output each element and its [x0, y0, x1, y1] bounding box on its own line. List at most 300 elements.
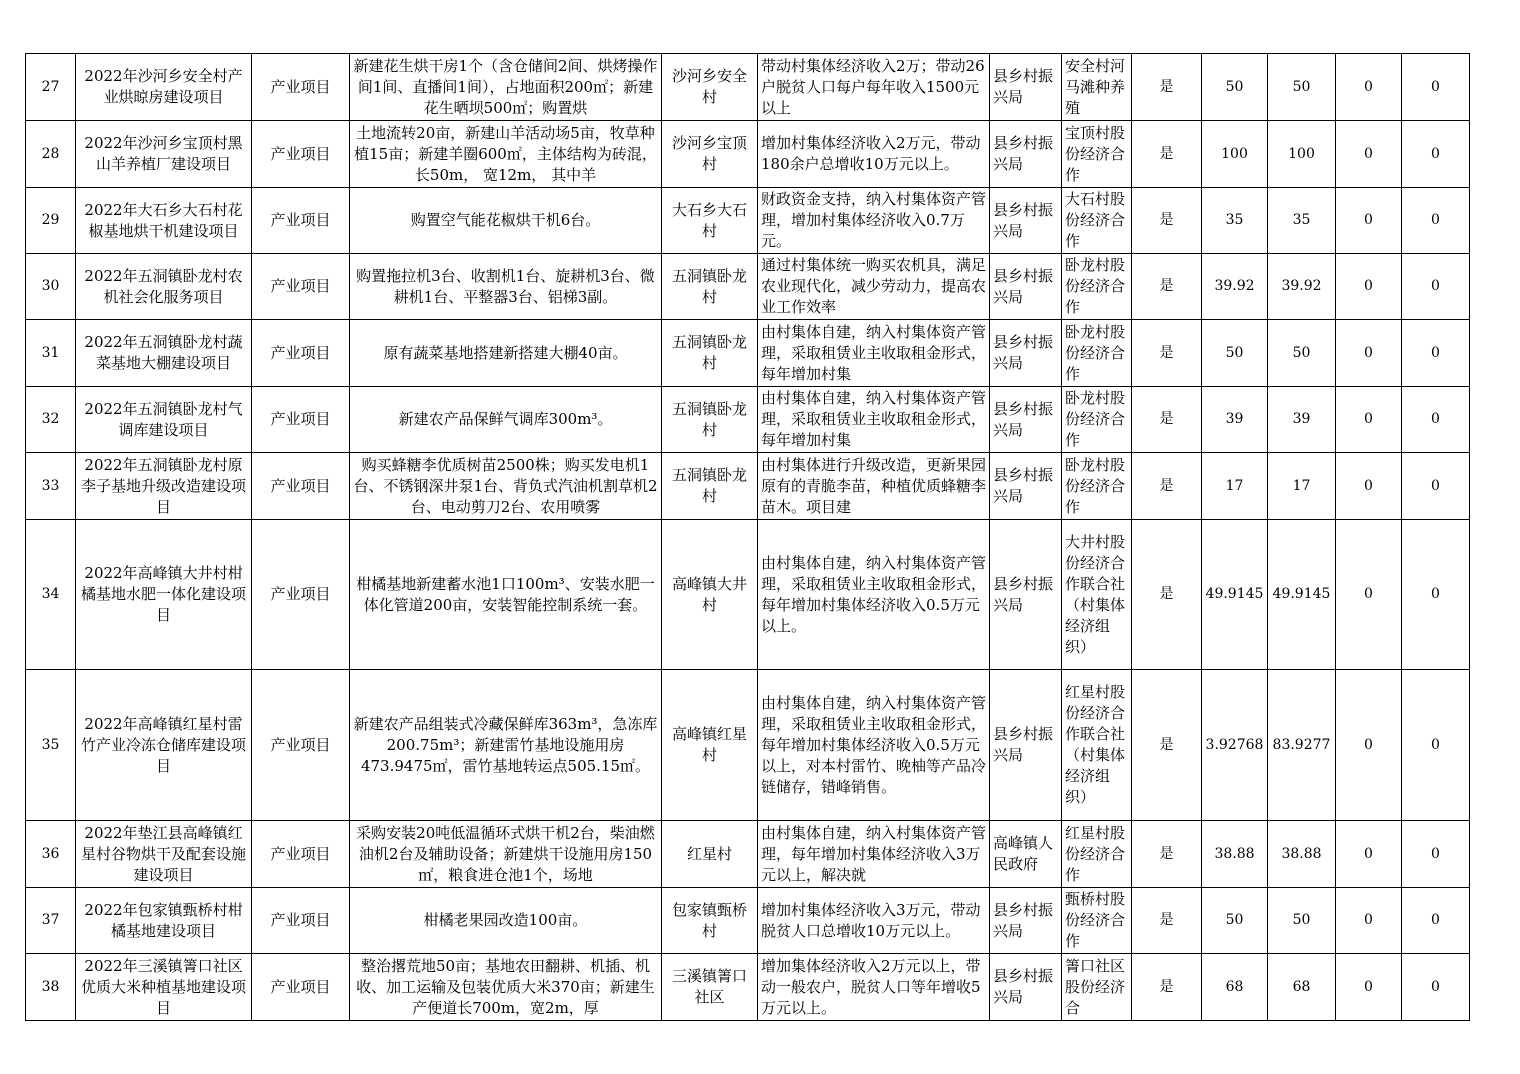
cell-number-text: 27	[41, 78, 60, 95]
table-row	[26, 254, 1470, 320]
cell-zero-b-text: 0	[1431, 586, 1440, 602]
cell-zero-b-text: 0	[1431, 145, 1440, 162]
cell-fund-amount-text: 38.88	[1281, 845, 1322, 862]
cell-owner-text: 大石村股份经济合作	[1065, 190, 1126, 250]
cell-fund-amount	[1268, 888, 1336, 954]
cell-flag	[1132, 670, 1202, 821]
cell-owner	[1062, 254, 1132, 320]
cell-construction-content	[350, 670, 662, 821]
cell-project-name	[76, 520, 252, 670]
cell-zero-b	[1402, 320, 1470, 387]
cell-benefit	[758, 954, 990, 1021]
cell-flag	[1132, 888, 1202, 954]
cell-zero-a-text: 0	[1364, 212, 1373, 228]
cell-construction-content	[350, 520, 662, 670]
cell-amount-text: 68	[1225, 978, 1244, 995]
cell-owner-text: 安全村河马滩种养殖	[1065, 56, 1126, 117]
cell-department	[990, 387, 1062, 453]
cell-location	[662, 453, 758, 520]
cell-owner-text: 卧龙村股份经济合作	[1065, 256, 1126, 316]
cell-construction-content-text: 新建花生烘干房1个（含仓储间2间、烘烤操作间1间、直播间1间），占地面积200㎡；新建花生晒坝500㎡；购置烘	[353, 56, 658, 117]
cell-fund-amount	[1268, 387, 1336, 453]
cell-project-type	[252, 121, 350, 188]
cell-zero-a-text: 0	[1364, 78, 1373, 95]
cell-benefit	[758, 188, 990, 254]
cell-project-type-text: 产业项目	[270, 585, 331, 603]
cell-amount-text: 39	[1225, 411, 1244, 427]
cell-benefit	[758, 121, 990, 188]
cell-project-name	[76, 54, 252, 121]
cell-project-type	[252, 254, 350, 320]
cell-project-type	[252, 387, 350, 453]
cell-fund-amount	[1268, 188, 1336, 254]
cell-location-text: 五洞镇卧龙村	[671, 466, 747, 505]
cell-benefit-text: 财政资金支持，纳入村集体资产管理，增加村集体经济收入0.7万元。	[761, 190, 986, 250]
cell-flag	[1132, 188, 1202, 254]
cell-fund-amount-text: 49.9145	[1272, 586, 1331, 602]
cell-project-name-text: 2022年沙河乡安全村产业烘晾房建设项目	[84, 67, 243, 106]
cell-owner	[1062, 520, 1132, 670]
cell-number-text: 37	[41, 912, 60, 928]
table-row	[26, 453, 1470, 520]
cell-location	[662, 520, 758, 670]
cell-project-type	[252, 520, 350, 670]
cell-construction-content-text: 原有蔬菜基地搭建新搭建大棚40亩。	[383, 343, 628, 362]
cell-construction-content-text: 柑橘基地新建蓄水池1口100m³、安装水肥一体化管道200亩，安装智能控制系统一套。	[356, 574, 655, 614]
cell-owner	[1062, 954, 1132, 1021]
cell-zero-a-text: 0	[1364, 344, 1373, 361]
cell-fund-amount	[1268, 54, 1336, 121]
cell-zero-b-text: 0	[1431, 736, 1440, 753]
cell-owner-text: 箐口社区股份经济合	[1065, 956, 1126, 1017]
cell-flag-text: 是	[1159, 845, 1174, 862]
cell-amount-text: 49.9145	[1205, 586, 1264, 602]
cell-location	[662, 121, 758, 188]
cell-owner-text: 甄桥村股份经济合作	[1065, 890, 1126, 950]
cell-owner-text: 大井村股份经济合作联合社（村集体经济组织）	[1065, 532, 1126, 656]
cell-fund-amount	[1268, 121, 1336, 188]
cell-owner-text: 卧龙村股份经济合作	[1065, 322, 1126, 383]
cell-number-text: 28	[41, 145, 60, 162]
cell-amount-text: 35	[1225, 212, 1244, 228]
cell-fund-amount	[1268, 254, 1336, 320]
cell-zero-a-text: 0	[1364, 411, 1373, 427]
cell-department-text: 县乡村振兴局	[993, 333, 1054, 372]
cell-location-text: 大石乡大石村	[671, 200, 747, 240]
table-row	[26, 54, 1470, 121]
cell-fund-amount-text: 50	[1292, 344, 1311, 361]
cell-zero-a	[1336, 320, 1402, 387]
project-table	[25, 53, 1470, 1021]
cell-zero-b	[1402, 821, 1470, 888]
cell-department-text: 县乡村振兴局	[993, 399, 1054, 439]
cell-project-name	[76, 387, 252, 453]
cell-benefit	[758, 254, 990, 320]
cell-project-name-text: 2022年大石乡大石村花椒基地烘干机建设项目	[84, 200, 243, 240]
cell-department-text: 县乡村振兴局	[993, 67, 1054, 106]
cell-project-type-text: 产业项目	[270, 277, 331, 295]
cell-project-name	[76, 821, 252, 888]
cell-number-text: 34	[41, 586, 60, 602]
cell-flag	[1132, 821, 1202, 888]
cell-location-text: 五洞镇卧龙村	[671, 266, 747, 306]
cell-fund-amount	[1268, 453, 1336, 520]
cell-project-type	[252, 453, 350, 520]
cell-number	[26, 254, 76, 320]
cell-zero-a	[1336, 453, 1402, 520]
cell-construction-content	[350, 254, 662, 320]
cell-department	[990, 188, 1062, 254]
cell-location-text: 包家镇甄桥村	[671, 900, 747, 940]
cell-location	[662, 387, 758, 453]
cell-location	[662, 954, 758, 1021]
cell-zero-b	[1402, 54, 1470, 121]
cell-amount	[1202, 888, 1268, 954]
cell-zero-a	[1336, 670, 1402, 821]
cell-project-name-text: 2022年高峰镇红星村雷竹产业冷冻仓储库建设项目	[80, 714, 246, 775]
cell-project-type-text: 产业项目	[270, 977, 331, 996]
cell-number-text: 33	[41, 477, 60, 494]
cell-flag-text: 是	[1159, 978, 1174, 995]
cell-zero-a	[1336, 121, 1402, 188]
cell-flag-text: 是	[1159, 411, 1174, 427]
cell-amount	[1202, 188, 1268, 254]
cell-number	[26, 188, 76, 254]
table-row	[26, 670, 1470, 821]
cell-zero-a-text: 0	[1364, 912, 1373, 928]
cell-number-text: 36	[41, 845, 60, 862]
cell-project-name-text: 2022年沙河乡宝顶村黑山羊养植厂建设项目	[84, 134, 243, 173]
cell-zero-a-text: 0	[1364, 586, 1373, 602]
cell-project-type-text: 产业项目	[270, 844, 331, 863]
cell-benefit	[758, 54, 990, 121]
cell-number	[26, 121, 76, 188]
table-row	[26, 121, 1470, 188]
cell-zero-a	[1336, 188, 1402, 254]
table-row	[26, 520, 1470, 670]
cell-amount	[1202, 453, 1268, 520]
cell-fund-amount-text: 39	[1292, 411, 1311, 427]
cell-flag	[1132, 320, 1202, 387]
cell-department	[990, 121, 1062, 188]
cell-zero-b	[1402, 888, 1470, 954]
cell-flag	[1132, 453, 1202, 520]
table-row	[26, 188, 1470, 254]
cell-department	[990, 954, 1062, 1021]
cell-amount-text: 50	[1225, 344, 1244, 361]
cell-department	[990, 670, 1062, 821]
cell-fund-amount-text: 50	[1292, 912, 1311, 928]
cell-flag-text: 是	[1159, 586, 1174, 602]
cell-flag	[1132, 954, 1202, 1021]
cell-construction-content	[350, 453, 662, 520]
cell-construction-content-text: 新建农产品组装式冷藏保鲜库363m³，急冻库200.75m³；新建雷竹基地设施用房473.9475㎡，雷竹基地转运点505.15㎡。	[353, 714, 658, 775]
cell-benefit-text: 由村集体自建，纳入村集体资产管理，采取租赁业主收取租金形式，每年增加村集体经济收入0.5万元以上。	[761, 553, 986, 635]
cell-benefit-text: 由村集体自建，纳入村集体资产管理，采取租赁业主收取租金形式，每年增加村集体经济收入0.5万元以上，对本村雷竹、晚柚等产品冷链储存，错峰销售。	[761, 693, 986, 796]
cell-amount	[1202, 320, 1268, 387]
cell-project-type	[252, 821, 350, 888]
cell-owner	[1062, 387, 1132, 453]
cell-number-text: 29	[41, 212, 60, 228]
cell-department-text: 县乡村振兴局	[993, 200, 1054, 240]
cell-flag-text: 是	[1159, 278, 1174, 294]
cell-owner	[1062, 121, 1132, 188]
cell-project-name-text: 2022年三溪镇箐口社区优质大米种植基地建设项目	[80, 956, 246, 1017]
cell-number	[26, 954, 76, 1021]
cell-amount-text: 50	[1225, 912, 1244, 928]
cell-zero-a	[1336, 54, 1402, 121]
cell-amount	[1202, 520, 1268, 670]
cell-flag	[1132, 54, 1202, 121]
cell-location	[662, 320, 758, 387]
cell-project-name-text: 2022年五洞镇卧龙村原李子基地升级改造建设项目	[80, 455, 246, 516]
cell-department	[990, 821, 1062, 888]
cell-construction-content	[350, 320, 662, 387]
cell-project-name-text: 2022年五洞镇卧龙村气调库建设项目	[84, 399, 243, 439]
cell-project-name	[76, 121, 252, 188]
cell-amount-text: 17	[1225, 477, 1244, 494]
cell-owner-text: 红星村股份经济合作	[1065, 823, 1126, 884]
cell-department-text: 县乡村振兴局	[993, 266, 1054, 306]
cell-amount-text: 3.92768	[1205, 736, 1264, 753]
cell-zero-b	[1402, 520, 1470, 670]
cell-amount-text: 100	[1221, 145, 1248, 162]
cell-department	[990, 254, 1062, 320]
cell-flag	[1132, 254, 1202, 320]
cell-construction-content	[350, 821, 662, 888]
cell-number	[26, 453, 76, 520]
cell-flag-text: 是	[1159, 145, 1174, 162]
cell-zero-a-text: 0	[1364, 477, 1373, 494]
cell-owner	[1062, 670, 1132, 821]
cell-zero-a-text: 0	[1364, 978, 1373, 995]
cell-project-name	[76, 254, 252, 320]
cell-construction-content	[350, 188, 662, 254]
cell-flag-text: 是	[1159, 912, 1174, 928]
cell-benefit-text: 增加村集体经济收入3万元，带动脱贫人口总增收10万元以上。	[761, 900, 981, 940]
cell-amount	[1202, 387, 1268, 453]
cell-flag	[1132, 121, 1202, 188]
cell-construction-content-text: 整治撂荒地50亩；基地农田翻耕、机插、机收、加工运输及包装优质大米370亩；新建生产便道长700m，宽2m，厚	[356, 956, 655, 1017]
cell-fund-amount-text: 39.92	[1281, 278, 1322, 294]
cell-location-text: 高峰镇大井村	[671, 574, 747, 614]
cell-location	[662, 821, 758, 888]
cell-fund-amount	[1268, 320, 1336, 387]
cell-project-type	[252, 188, 350, 254]
cell-number-text: 30	[41, 278, 60, 294]
table-row	[26, 821, 1470, 888]
cell-zero-b	[1402, 188, 1470, 254]
cell-construction-content-text: 购买蜂糖李优质树苗2500株；购买发电机1台、不锈钢深井泵1台、背负式汽油机割草机2台、电动剪刀2台、农用喷雾	[353, 455, 658, 516]
cell-amount	[1202, 954, 1268, 1021]
cell-owner-text: 卧龙村股份经济合作	[1065, 455, 1126, 516]
cell-location-text: 沙河乡宝顶村	[671, 134, 747, 173]
cell-number	[26, 54, 76, 121]
table-row	[26, 387, 1470, 453]
cell-location-text: 红星村	[686, 844, 732, 863]
cell-fund-amount	[1268, 520, 1336, 670]
cell-project-name	[76, 320, 252, 387]
cell-fund-amount	[1268, 670, 1336, 821]
cell-amount	[1202, 821, 1268, 888]
cell-fund-amount	[1268, 954, 1336, 1021]
cell-amount	[1202, 670, 1268, 821]
cell-zero-a	[1336, 954, 1402, 1021]
cell-zero-b-text: 0	[1431, 912, 1440, 928]
cell-owner-text: 红星村股份经济合作联合社（村集体经济组织）	[1065, 683, 1126, 806]
cell-zero-a	[1336, 254, 1402, 320]
cell-owner-text: 卧龙村股份经济合作	[1065, 389, 1126, 449]
cell-owner	[1062, 320, 1132, 387]
cell-project-type	[252, 954, 350, 1021]
cell-project-type-text: 产业项目	[270, 77, 331, 96]
cell-project-name	[76, 954, 252, 1021]
cell-owner	[1062, 188, 1132, 254]
cell-construction-content-text: 柑橘老果园改造100亩。	[423, 911, 588, 929]
cell-construction-content-text: 新建农产品保鲜气调库300m³。	[398, 410, 613, 428]
cell-benefit	[758, 387, 990, 453]
cell-project-type-text: 产业项目	[270, 410, 331, 428]
table-row	[26, 320, 1470, 387]
cell-construction-content	[350, 888, 662, 954]
cell-zero-b-text: 0	[1431, 845, 1440, 862]
cell-project-name-text: 2022年高峰镇大井村柑橘基地水肥一体化建设项目	[80, 564, 246, 624]
cell-project-name-text: 2022年五洞镇卧龙村农机社会化服务项目	[84, 266, 243, 306]
cell-project-type-text: 产业项目	[270, 211, 331, 229]
cell-flag-text: 是	[1159, 344, 1174, 361]
cell-flag	[1132, 520, 1202, 670]
cell-location-text: 沙河乡安全村	[671, 67, 747, 106]
cell-amount	[1202, 254, 1268, 320]
cell-department-text: 县乡村振兴局	[993, 725, 1054, 764]
cell-owner-text: 宝顶村股份经济合作	[1065, 123, 1126, 184]
cell-project-name-text: 2022年包家镇甄桥村柑橘基地建设项目	[84, 900, 243, 940]
cell-department	[990, 320, 1062, 387]
cell-location-text: 高峰镇红星村	[671, 725, 747, 764]
cell-fund-amount-text: 83.9277	[1272, 736, 1331, 753]
cell-benefit-text: 由村集体进行升级改造，更新果园原有的青脆李苗，种植优质蜂糖李苗木。项目建	[761, 455, 986, 516]
cell-zero-a	[1336, 520, 1402, 670]
cell-benefit-text: 由村集体自建，纳入村集体资产管理，采取租赁业主收取租金形式，每年增加村集	[761, 389, 986, 449]
cell-department-text: 县乡村振兴局	[993, 466, 1054, 505]
cell-fund-amount-text: 17	[1292, 477, 1311, 494]
cell-fund-amount	[1268, 821, 1336, 888]
cell-number	[26, 888, 76, 954]
cell-zero-b-text: 0	[1431, 978, 1440, 995]
cell-benefit	[758, 453, 990, 520]
cell-project-name	[76, 453, 252, 520]
cell-zero-a-text: 0	[1364, 278, 1373, 294]
cell-number	[26, 670, 76, 821]
table-row	[26, 954, 1470, 1021]
cell-fund-amount-text: 68	[1292, 978, 1311, 995]
cell-location-text: 五洞镇卧龙村	[671, 333, 747, 372]
cell-zero-a-text: 0	[1364, 845, 1373, 862]
cell-benefit	[758, 320, 990, 387]
cell-zero-b-text: 0	[1431, 477, 1440, 494]
cell-location	[662, 670, 758, 821]
cell-department	[990, 888, 1062, 954]
cell-department-text: 高峰镇人民政府	[993, 834, 1054, 873]
cell-amount-text: 50	[1225, 78, 1244, 95]
cell-number	[26, 387, 76, 453]
cell-flag-text: 是	[1159, 477, 1174, 494]
cell-project-type	[252, 54, 350, 121]
cell-amount-text: 39.92	[1214, 278, 1255, 294]
cell-construction-content	[350, 954, 662, 1021]
cell-project-name	[76, 888, 252, 954]
cell-benefit-text: 增加村集体经济收入2万元，带动180余户总增收10万元以上。	[761, 134, 981, 173]
cell-location	[662, 54, 758, 121]
cell-department	[990, 453, 1062, 520]
cell-construction-content-text: 采购安装20吨低温循环式烘干机2台，柴油燃油机2台及辅助设备；新建烘干设施用房150㎡，粮食进仓池1个，场地	[356, 823, 655, 884]
cell-zero-b-text: 0	[1431, 78, 1440, 95]
cell-project-name-text: 2022年五洞镇卧龙村蔬菜基地大棚建设项目	[84, 333, 243, 372]
cell-amount	[1202, 54, 1268, 121]
cell-benefit	[758, 821, 990, 888]
cell-owner	[1062, 888, 1132, 954]
cell-benefit	[758, 888, 990, 954]
cell-number-text: 38	[41, 978, 60, 995]
cell-flag-text: 是	[1159, 78, 1174, 95]
cell-benefit-text: 增加集体经济收入2万元以上，带动一般农户，脱贫人口等年增收5万元以上。	[761, 956, 981, 1017]
cell-project-type-text: 产业项目	[270, 144, 331, 163]
cell-department-text: 县乡村振兴局	[993, 900, 1054, 940]
cell-number	[26, 821, 76, 888]
cell-construction-content	[350, 121, 662, 188]
cell-zero-a-text: 0	[1364, 145, 1373, 162]
cell-owner	[1062, 453, 1132, 520]
cell-zero-a	[1336, 888, 1402, 954]
cell-benefit	[758, 520, 990, 670]
cell-construction-content-text: 土地流转20亩，新建山羊活动场5亩，牧草种植15亩；新建羊圈600㎡，主体结构为砖混，长50m， 宽12m， 其中羊	[354, 123, 657, 184]
cell-project-type-text: 产业项目	[270, 476, 331, 495]
cell-fund-amount-text: 50	[1292, 78, 1311, 95]
cell-owner	[1062, 54, 1132, 121]
cell-location	[662, 254, 758, 320]
cell-zero-a	[1336, 387, 1402, 453]
cell-zero-a-text: 0	[1364, 736, 1373, 753]
cell-location-text: 五洞镇卧龙村	[671, 399, 747, 439]
cell-benefit-text: 带动村集体经济收入2万；带动26户脱贫人口每户每年收入1500元以上	[761, 56, 985, 117]
cell-zero-b	[1402, 121, 1470, 188]
cell-department-text: 县乡村振兴局	[993, 967, 1054, 1006]
cell-flag-text: 是	[1159, 736, 1174, 753]
cell-zero-b	[1402, 453, 1470, 520]
cell-benefit-text: 通过村集体统一购买农机具，满足农业现代化，减少劳动力，提高农业工作效率	[761, 256, 986, 316]
cell-project-type-text: 产业项目	[270, 911, 331, 929]
cell-project-type-text: 产业项目	[270, 735, 331, 754]
table-row	[26, 888, 1470, 954]
cell-construction-content	[350, 54, 662, 121]
cell-project-type	[252, 888, 350, 954]
cell-amount-text: 38.88	[1214, 845, 1255, 862]
cell-zero-b-text: 0	[1431, 411, 1440, 427]
cell-number-text: 35	[41, 736, 60, 753]
cell-location	[662, 188, 758, 254]
cell-owner	[1062, 821, 1132, 888]
cell-construction-content-text: 购置拖拉机3台、收割机1台、旋耕机3台、微耕机1台、平整器3台、铝梯3副。	[356, 266, 655, 306]
cell-department	[990, 520, 1062, 670]
cell-location-text: 三溪镇箐口社区	[671, 967, 747, 1006]
cell-project-type	[252, 670, 350, 821]
cell-zero-b	[1402, 954, 1470, 1021]
cell-zero-b-text: 0	[1431, 278, 1440, 294]
cell-department	[990, 54, 1062, 121]
cell-flag-text: 是	[1159, 212, 1174, 228]
cell-fund-amount-text: 35	[1292, 212, 1311, 228]
cell-fund-amount-text: 100	[1288, 145, 1315, 162]
